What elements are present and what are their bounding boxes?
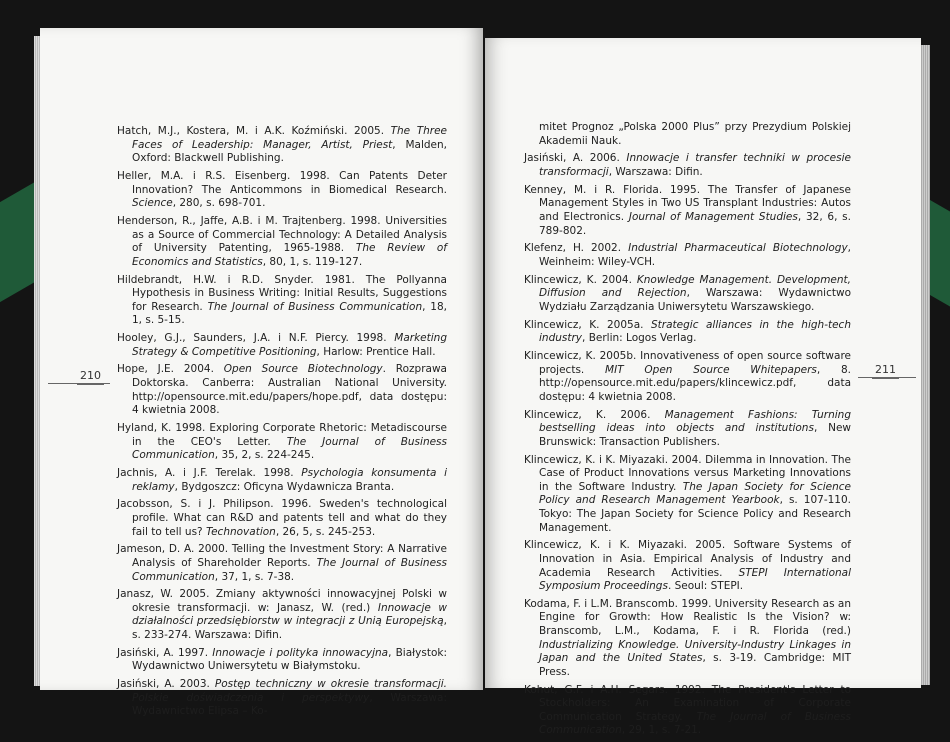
reference-title: Innowacje i transfer techniki w procesie transformacji (539, 152, 851, 178)
reference-author-part: Klincewicz, K. 2005a. (524, 318, 651, 331)
reference-author-part: Henderson, R., Jaffe, A.B. i M. Trajtenberg. 1998. Universities as a Source of Commercial Technology: A Detailed Analysis of University Patenting, 1965-1988. (117, 214, 447, 255)
reference-author-part: Kohut, G.F. i A.H. Segars. 1992. The President's Letter to Stockholders: An Examination of Corporate Communication Strategy. (524, 683, 851, 723)
reference-list-left (117, 125, 447, 723)
page-number-left: 210 (77, 369, 104, 385)
reference-author-part: Kodama, F. i L.M. Branscomb. 1999. University Research as an Engine for Growth: How Realistic Is the Vision? w: Branscomb, L.M., Kodama, F. i R. Florida (red.) (524, 597, 851, 638)
reference-author-part: Jameson, D. A. 2000. Telling the Investment Story: A Narrative Analysis of Shareholder Reports. (117, 543, 447, 569)
reference-entry (117, 170, 447, 211)
reference-title: Technovation (205, 525, 276, 538)
reference-entry (524, 684, 851, 738)
reference-publisher-part: , 37, 1, s. 7-38. (214, 570, 295, 583)
reference-publisher-part: , Harlow: Prentice Hall. (316, 345, 436, 358)
reference-author-part: Klincewicz, K. 2006. (524, 408, 665, 421)
reference-publisher-part: , 26, 5, s. 245-253. (275, 525, 376, 538)
reference-title: The Japan Society for Science Policy and Research Management Yearbook (539, 480, 851, 507)
reference-publisher-part: , 32, 6, s. 789-802. (539, 210, 851, 237)
reference-author-part: Klefenz, H. 2002. (524, 242, 629, 255)
reference-title: Innowacje i polityka innowacyjna (212, 646, 389, 659)
reference-publisher-part: , s. 3-19. Cambridge: MIT Press. (539, 652, 851, 678)
reference-entry (117, 543, 447, 584)
reference-publisher-part: , Weinheim: Wiley-VCH. (539, 242, 852, 268)
reference-publisher-part: , 29, 1, s. 7-21. (621, 724, 702, 737)
reference-entry (524, 152, 851, 179)
reference-author-part: Hildebrandt, H.W. i R.D. Snyder. 1981. The Pollyanna Hypothesis in Business Writing: Initial Results, Suggestions for Research. (117, 273, 447, 313)
reference-title: The Journal of Business Communication (539, 710, 851, 737)
reference-title: Psychologia konsumenta i reklamy (132, 466, 447, 493)
reference-title: Strategic alliances in the high-tech industry (539, 318, 851, 345)
reference-author-part: Jasiński, A. 2006. (524, 152, 627, 165)
reference-author-part: Klincewicz, K. i K. Miyazaki. 2005. Software Systems of Innovation in Asia. Empirical Analysis of Industry and Academia Research Activities. (524, 539, 851, 579)
reference-title: Science (132, 197, 173, 210)
page-edges-right (920, 45, 930, 685)
reference-title: Innowacje w działalności przedsiębiorstw w integracji z Unią Europejską (132, 601, 447, 628)
reference-title: MIT Open Source Whitepapers (605, 363, 817, 376)
reference-publisher-part: , 280, s. 698-701. (172, 197, 266, 210)
reference-author-part: Hope, J.E. 2004. (117, 363, 224, 376)
reference-publisher-part: , s. 233-274. Warszawa: Difin. (132, 615, 447, 642)
reference-title: The Journal of Business Communication (207, 300, 423, 313)
reference-author-part: Heller, M.A. i R.S. Eisenberg. 1998. Can Patents Deter Innovation? The Anticommons in Biomedical Research. (117, 169, 447, 196)
reference-entry (524, 350, 851, 404)
reference-entry (524, 274, 851, 315)
reference-title: The Review of Economics and Statistics (132, 242, 447, 268)
reference-publisher-part: , Warszawa: Wydawnictwo Wydziału Zarządzania Uniwersytetu Warszawskiego. (539, 287, 851, 313)
reference-publisher-part: , Bydgoszcz: Oficyna Wydawnicza Branta. (174, 480, 395, 493)
reference-entry (117, 125, 447, 166)
reference-publisher-part: . Seoul: STEPI. (667, 580, 744, 593)
reference-entry (524, 242, 851, 269)
reference-entry (117, 498, 447, 539)
reference-author-part: Hyland, K. 1998. Exploring Corporate Rhetoric: Metadiscourse in the CEO's Letter. (117, 422, 447, 448)
reference-publisher-part: , Malden, Oxford: Blackwell Publishing. (132, 138, 447, 165)
reference-entry (117, 274, 447, 328)
reference-title: The Journal of Business Communication (132, 556, 447, 583)
reference-author-part: Jachnis, A. i J.F. Terelak. 1998. (117, 466, 302, 479)
reference-publisher-part: , New Brunswick: Transaction Publishers. (539, 422, 852, 448)
reference-entry (524, 409, 851, 450)
reference-title: Journal of Management Studies (628, 210, 798, 223)
reference-publisher-part: , s. 107-110. Tokyo: The Japan Society for Science Policy and Research Management. (539, 494, 852, 534)
reference-author-part: Jacobsson, S. i J. Philipson. 1996. Sweden's technological profile. What can R&D and patents tell and what do they fail to tell us? (117, 498, 447, 538)
reference-continuation: mitet Prognoz „Polska 2000 Plus” przy Prezydium Polskiej Akademii Nauk. (539, 121, 851, 147)
reference-title: Postęp techniczny w okresie transformacji. Polskie doświadczenia i perspektywy (132, 678, 447, 704)
reference-author-part: Klincewicz, K. 2005b. Innovativeness of open source software projects. (524, 350, 851, 376)
reference-title: Management Fashions: Turning bestselling ideas into objects and institutions (539, 408, 851, 435)
reference-title: Marketing Strategy & Competitive Positioning (132, 332, 447, 358)
reference-title: Industrial Pharmaceutical Biotechnology (628, 242, 848, 255)
reference-author-part: Hooley, G.J., Saunders, J.A. i N.F. Piercy. 1998. (117, 332, 395, 345)
reference-publisher-part: , Warszawa: Difin. (608, 165, 703, 178)
page-number-right: 211 (872, 363, 899, 379)
reference-publisher-part: , Berlin: Logos Verlag. (582, 332, 697, 345)
reference-entry (117, 363, 447, 417)
reference-title: Industrializing Knowledge. University-Industry Linkages in Japan and the United States (539, 638, 851, 665)
reference-title: Knowledge Management. Development, Diffusion and Rejection (539, 273, 851, 300)
reference-author-part: Jasiński, A. 1997. (117, 646, 213, 659)
reference-list-right (524, 121, 851, 742)
reference-title: The Three Faces of Leadership: Manager, Artist, Priest (132, 125, 448, 151)
reference-author-part: Kenney, M. i R. Florida. 1995. The Transfer of Japanese Management Styles in Two US Transplant Industries: Autos and Electronics. (524, 183, 851, 223)
reference-author-part: Klincewicz, K. 2004. (524, 273, 637, 286)
reference-entry (117, 588, 447, 642)
reference-author-part: Janasz, W. 2005. Zmiany aktywności innowacyjnej Polski w okresie transformacji. w: Janasz, W. (red.) (117, 588, 447, 614)
reference-title: Open Source Biotechnology (223, 363, 383, 376)
reference-publisher-part: , 8. http://opensource.mit.edu/papers/klincewicz.pdf, data dostępu: 4 kwietnia 2008. (539, 363, 851, 403)
reference-entry (524, 184, 851, 238)
reference-publisher-part: , 35, 2, s. 224-245. (214, 449, 315, 462)
reference-publisher-part: , Warszawa: Wydawnictwo Elipsa – Ko- (132, 691, 447, 718)
reference-entry (117, 215, 447, 269)
reference-entry (524, 319, 851, 346)
reference-entry (117, 422, 447, 463)
reference-entry (524, 598, 851, 680)
reference-author-part: Jasiński, A. 2003. (117, 678, 215, 691)
reference-entry (117, 332, 447, 359)
reference-entry (117, 467, 447, 494)
reference-author-part: Klincewicz, K. i K. Miyazaki. 2004. Dilemma in Innovation. The Case of Product Innovations versus Marketing Innovations in the Software Industry. (524, 453, 851, 493)
reference-publisher-part: , 18, 1, s. 5-15. (132, 300, 448, 327)
reference-entry (117, 678, 447, 719)
reference-entry (524, 454, 851, 536)
reference-publisher-part: , Białystok: Wydawnictwo Uniwersytetu w Białymstoku. (132, 646, 447, 673)
reference-title: STEPI International Symposium Proceedings (539, 566, 852, 593)
reference-entry (117, 647, 447, 674)
reference-author-part: Hatch, M.J., Kostera, M. i A.K. Koźmiński. 2005. (117, 125, 391, 137)
reference-publisher-part: , 80, 1, s. 119-127. (262, 255, 363, 268)
reference-entry (524, 539, 851, 593)
reference-title: The Journal of Business Communication (132, 435, 447, 462)
reference-publisher-part: . Rozprawa Doktorska. Canberra: Australian National University. http://opensource.mit.edu/papers/hope.pdf, data dostępu: 4 kwietnia 2008. (132, 363, 447, 417)
